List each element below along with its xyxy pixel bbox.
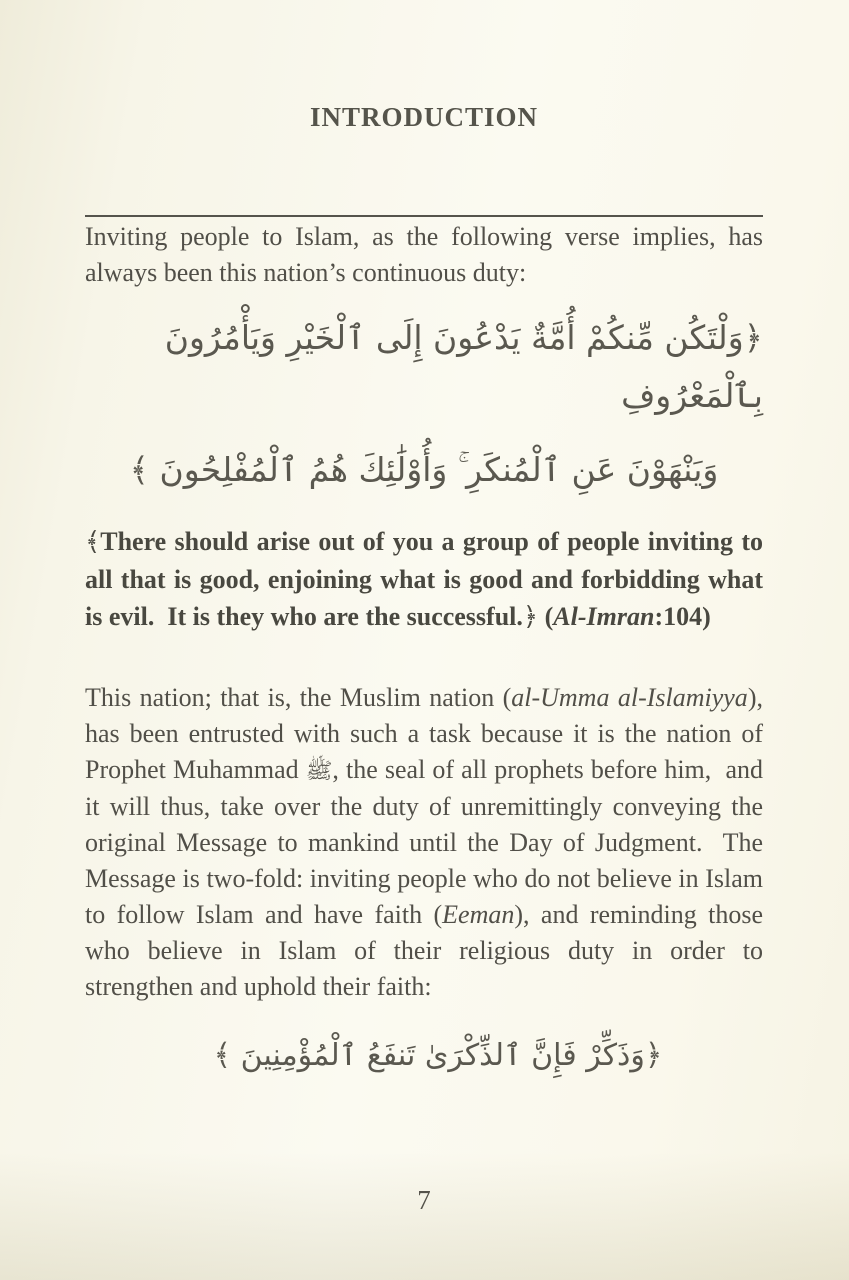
body-paragraph: This nation; that is, the Muslim nation (al-Umma al-Islamiyya), has been entrusted with such a task because it is the nation of Prophet Muhammad ﷺ, the seal of all prophets before him, and it will thus, take over the duty of unremittingly conveying the original Message to mankind until the Day of Judgment. The Message is two-fold: inviting people who do not believe in Islam to follow Islam and have faith (Eeman), and reminding those who believe in Islam of their religious duty in order to strengthen and uphold their faith:	[85, 683, 764, 1001]
section-divider-rule	[85, 215, 763, 217]
verse-translation: ﴾There should arise out of you a group of people inviting to all that is good, enjoining what is good and forbidding what is evil. It is they who are the successful.﴿ (Al-Imran:104)	[85, 527, 763, 632]
intro-paragraph: Inviting people to Islam, as the following verse implies, has always been this nation’s continuous duty:	[85, 222, 763, 287]
page-title: INTRODUCTION	[309, 102, 539, 132]
arabic-verse-al-imran-line2: وَيَنْهَوْنَ عَنِ ٱلْمُنكَرِ ۚ وَأُوْلَٰئِكَ هُمُ ٱلْمُفْلِحُونَ ﴾	[129, 450, 719, 489]
arabic-verse-reminder: ﴿وَذَكِّرْ فَإِنَّ ٱلذِّكْرَىٰ تَنفَعُ ٱلْمُؤْمِنِينَ ﴾	[213, 1038, 663, 1073]
arabic-verse-al-imran-line1: ﴿وَلْتَكُن مِّنكُمْ أُمَّةٌ يَدْعُونَ إِلَى ٱلْخَيْرِ وَيَأْمُرُونَ بِٱلْمَعْرُوفِ	[164, 318, 763, 415]
page-number: 7	[417, 1185, 431, 1215]
